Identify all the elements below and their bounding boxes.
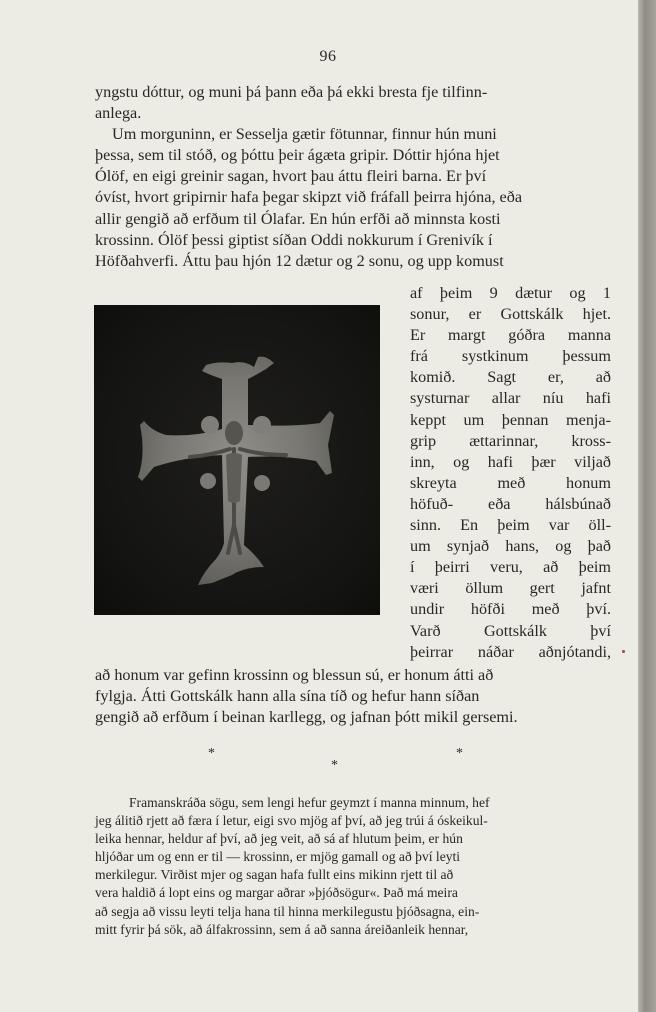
page-number: 96	[319, 48, 337, 65]
text-line: að segja að vissu leyti telja hana til hinna merkilegustu þjóðsagna, ein-	[95, 903, 480, 919]
text-line: grip ættarinnar, kross-	[410, 431, 611, 450]
text-line: inn, og hafi þær viljað	[410, 452, 611, 471]
cross-photograph	[94, 305, 380, 615]
text-line: allir gengið að erfðum til Ólafar. En hún erfði að minnsta kosti	[95, 209, 501, 228]
text-line: skreyta með honum	[410, 473, 611, 492]
page-edge	[638, 0, 656, 1012]
text-line: Um morguninn, er Sesselja gætir fötunnar, finnur hún muni	[112, 125, 497, 144]
text-line: merkilegur. Virðist mjer og sagan hafa fullt eins mikinn rjett til að	[95, 867, 454, 883]
text-line: þessa, sem til stóð, og þóttu þeir ágæta gripir. Dóttir hjóna hjet	[95, 146, 500, 165]
text-line: hljóðar um og enn er til — krossinn, er mjög gamall og að því leyti	[95, 849, 461, 865]
text-line: sinn. En þeim var öll-	[410, 516, 611, 535]
text-line: frá systkinum þessum	[410, 347, 611, 366]
text-line: af þeim 9 dætur og 1	[410, 284, 611, 302]
cross-icon	[94, 305, 380, 615]
text-line: þeirrar náðar aðnjótandi,	[410, 642, 611, 661]
text-line: anlega.	[95, 104, 142, 123]
text-line: mitt fyrir þá sök, að álfakrossinn, sem á að sanna áreiðanleik hennar,	[95, 921, 469, 937]
wrapped-text	[410, 283, 611, 663]
text-line: Er margt góðra manna	[410, 326, 611, 345]
continued-text	[95, 665, 611, 728]
text-line: höfuð- eða hálsbúnað	[410, 494, 611, 513]
text-line: að honum var gefinn krossinn og blessun sú, er honum átti að	[95, 666, 494, 684]
text-line: í þeirri veru, að þeim	[410, 558, 611, 577]
text-line: undir höfði með því.	[410, 600, 611, 619]
main-text	[95, 82, 611, 272]
text-line: yngstu dóttur, og muni þá þann eða þá ekki bresta fje tilfinn-	[95, 83, 488, 101]
text-line: sonur, er Gottskálk hjet.	[410, 305, 611, 324]
asterisk: *	[208, 746, 215, 761]
text-line: jeg álitið rjett að færa í letur, eigi svo mjög af því, að jeg trúi á óskeikul-	[95, 813, 488, 829]
text-line: systurnar allar níu hafi	[410, 389, 611, 408]
ink-spot	[622, 650, 625, 653]
text-line: fylgja. Átti Gottskálk hann alla sína tíð og hefur hann síðan	[95, 687, 480, 706]
text-line: gengið að erfðum í beinan karllegg, og jafnan þótt mikil gersemi.	[95, 708, 518, 727]
text-line: komið. Sagt er, að	[410, 368, 611, 387]
text-line: um synjað hans, og það	[410, 537, 611, 556]
section-separator	[0, 746, 638, 776]
text-line: Framanskráða sögu, sem lengi hefur geymzt í manna minnum, hef	[129, 795, 490, 810]
text-line: vera haldið á lopt eins og margar aðrar »þjóðsögur«. Það má meira	[95, 885, 458, 901]
text-line: óvíst, hvort gripirnir hafa þegar skipzt við fráfall þeirra hjóna, eða	[95, 188, 523, 207]
text-line: krossinn. Ólöf þessi giptist síðan Oddi nokkurum í Grenivík í	[95, 230, 493, 249]
text-line: Höfðahverfi. Áttu þau hjón 12 dætur og 2 sonu, og upp komust	[95, 251, 504, 270]
note-text	[95, 794, 611, 939]
asterisk: *	[456, 746, 463, 761]
text-line: leika hennar, heldur af því, að jeg veit, að sá af hlutum þeim, er hún	[95, 831, 463, 847]
asterisk: *	[331, 758, 338, 773]
text-line: keppt um þennan menja-	[410, 410, 611, 429]
text-line: Ólöf, en eigi greinir sagan, hvort þau áttu fleiri barna. Er því	[95, 167, 487, 186]
text-line: væri öllum gert jafnt	[410, 579, 611, 598]
text-line: Varð Gottskálk því	[410, 621, 611, 640]
